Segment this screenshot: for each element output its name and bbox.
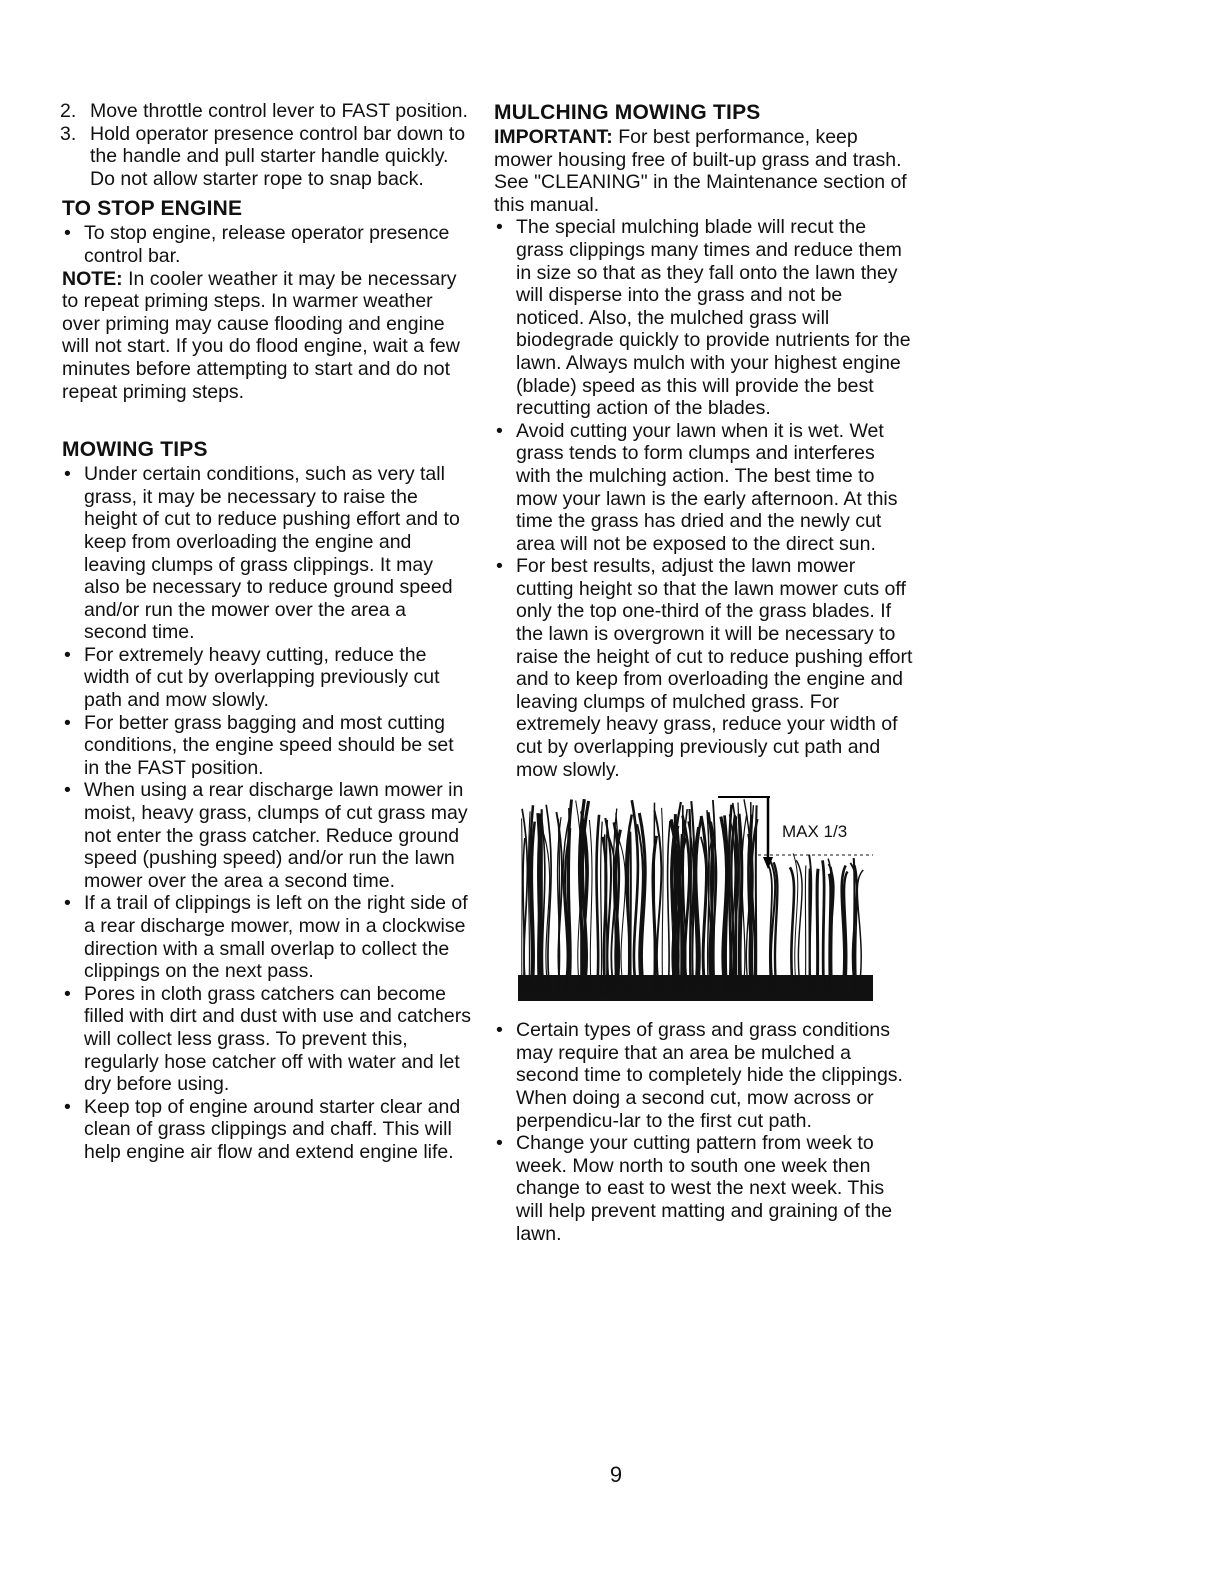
mulching-tips-heading: MULCHING MOWING TIPS bbox=[494, 101, 761, 124]
note-text: In cooler weather it may be necessary to repeat priming steps. In warmer weather over priming may cause flooding and engine will not start. If you do flood engine, wait a few minutes before attempting to start and do not repeat priming steps. bbox=[62, 267, 460, 403]
step-number: 3. bbox=[60, 122, 77, 145]
stop-engine-heading: TO STOP ENGINE bbox=[62, 197, 243, 221]
list-item: • For extremely heavy cutting, reduce the width of cut by overlapping previously cut path and mow slowly. bbox=[62, 644, 474, 712]
important-text: For best performance, keep mower housing free of built-up grass and trash. See "CLEANING" in the Maintenance section of this manual. bbox=[494, 126, 907, 216]
list-item: • When using a rear discharge lawn mower in moist, heavy grass, clumps of cut grass may not enter the grass catcher. Reduce ground speed (pushing speed) and/or run the lawn mower over the area a second time. bbox=[62, 779, 474, 892]
grass-cut-height-figure bbox=[518, 795, 878, 1005]
list-item bbox=[62, 100, 474, 123]
important-paragraph bbox=[494, 126, 914, 216]
mowing-tips-list bbox=[62, 463, 474, 1163]
start-steps-list bbox=[62, 100, 474, 190]
step-text: Move throttle control lever to FAST position. bbox=[90, 100, 468, 122]
step-number: 2. bbox=[60, 100, 77, 122]
note-paragraph bbox=[62, 268, 474, 404]
list-item bbox=[62, 123, 474, 191]
list-item: • For better grass bagging and most cutting conditions, the engine speed should be set in the FAST position. bbox=[62, 712, 474, 780]
list-item: • If a trail of clippings is left on the right side of a rear discharge mower, mow in a clockwise direction with a small overlap to collect the clippings on the next pass. bbox=[62, 892, 474, 982]
list-item: • For best results, adjust the lawn mower cutting height so that the lawn mower cuts off only the top one-third of the grass blades. If the lawn is overgrown it will be necessary to raise the height of cut to reduce pushing effort and to keep from overloading the engine and leaving clumps of mulched grass. For extremely heavy grass, reduce your width of cut by overlapping previously cut path and mow slowly. bbox=[494, 555, 914, 781]
list-item: • The special mulching blade will recut the grass clippings many times and reduce them in size so that as they fall onto the lawn they will disperse into the grass and not be noticed. Also, the mulched grass will biodegrade quickly to provide nutrients for the lawn. Always mulch with your highest engine (blade) speed as this will provide the best recutting action of the blades. bbox=[494, 216, 914, 419]
note-label: NOTE: bbox=[62, 267, 123, 290]
mowing-tips-heading: MOWING TIPS bbox=[62, 438, 208, 462]
additional-tips-list bbox=[494, 1019, 914, 1245]
list-item: • Change your cutting pattern from week to week. Mow north to south one week then change to east to west the next week. This will help prevent matting and graining of the lawn. bbox=[494, 1132, 914, 1245]
stop-engine-list bbox=[62, 222, 474, 267]
grass-illustration bbox=[518, 795, 878, 1005]
list-item: • Certain types of grass and grass conditions may require that an area be mulched a second time to completely hide the clippings. When doing a second cut, mow across or perpendicu-lar to the first cut path. bbox=[494, 1019, 914, 1132]
list-item: • Keep top of engine around starter clear and clean of grass clippings and chaff. This will help engine air flow and extend engine life. bbox=[62, 1096, 474, 1164]
list-item: • Avoid cutting your lawn when it is wet. Wet grass tends to form clumps and interferes with the mulching action. The best time to mow your lawn is the early afternoon. At this time the grass has dried and the newly cut area will not be exposed to the direct sun. bbox=[494, 420, 914, 556]
list-item: • Under certain conditions, such as very tall grass, it may be necessary to raise the height of cut to reduce pushing effort and to keep from overloading the engine and leaving clumps of grass clippings. It may also be necessary to reduce ground speed and/or run the mower over the area a second time. bbox=[62, 463, 474, 644]
max-label: MAX 1/3 bbox=[782, 822, 848, 842]
left-column bbox=[62, 100, 474, 1164]
page-number: 9 bbox=[609, 1462, 623, 1487]
list-item: • To stop engine, release operator presence control bar. bbox=[62, 222, 474, 267]
step-text: Hold operator presence control bar down to the handle and pull starter handle quickly. Do not allow starter rope to snap back. bbox=[90, 122, 466, 190]
important-label: IMPORTANT: bbox=[494, 126, 613, 148]
mulching-tips-list bbox=[494, 216, 914, 781]
list-item: • Pores in cloth grass catchers can become filled with dirt and dust with use and catchers will collect less grass. To prevent this, regularly hose catcher off with water and let dry before using. bbox=[62, 983, 474, 1096]
right-column bbox=[494, 100, 914, 1245]
